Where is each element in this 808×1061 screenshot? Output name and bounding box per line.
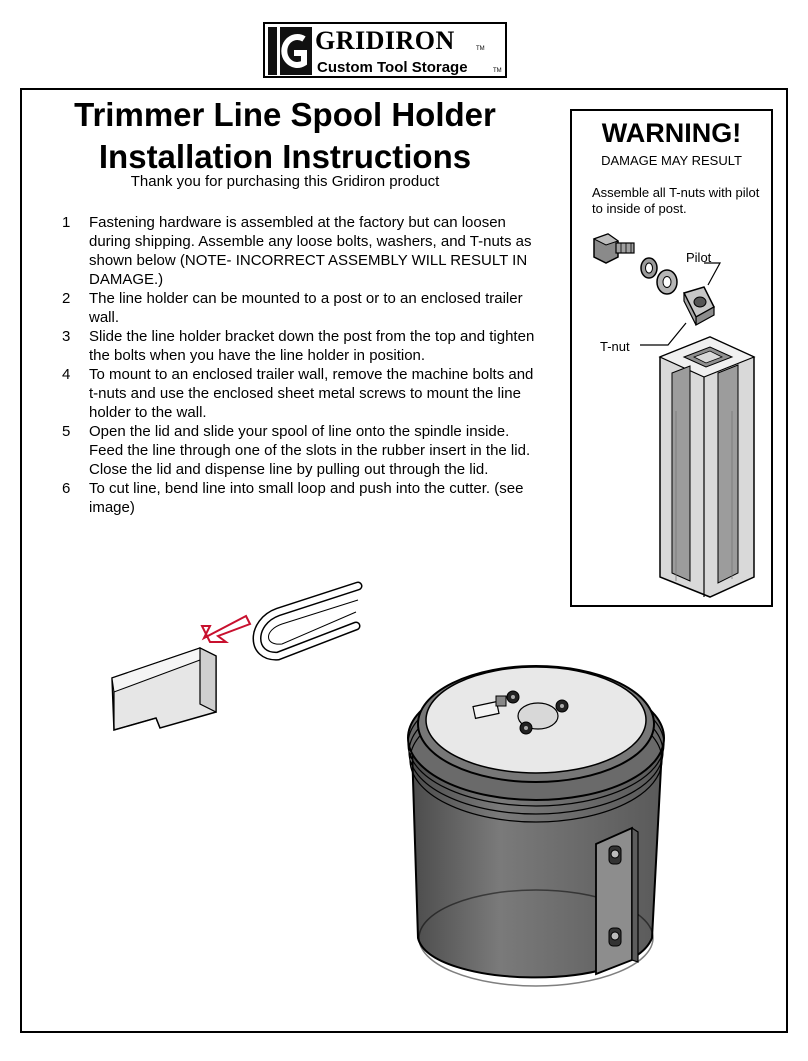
step-number: 5 bbox=[62, 423, 71, 440]
step-text: The line holder can be mounted to a post or to an enclosed trailer wall. bbox=[89, 290, 523, 326]
gridiron-g-mark-icon bbox=[268, 27, 312, 75]
warning-subtitle: DAMAGE MAY RESULT bbox=[601, 153, 742, 168]
flat-washer-icon bbox=[657, 270, 677, 294]
step-number: 6 bbox=[62, 480, 71, 497]
pilot-label: Pilot bbox=[686, 250, 712, 265]
page-title-line-1: Trimmer Line Spool Holder bbox=[74, 96, 496, 133]
step-number: 2 bbox=[62, 290, 71, 307]
step-number: 1 bbox=[62, 214, 71, 231]
warning-box bbox=[570, 109, 773, 607]
bolt-icon bbox=[594, 234, 634, 263]
logo-tagline: Custom Tool Storage bbox=[317, 59, 468, 76]
tnut-assembly-illustration bbox=[572, 111, 771, 605]
step-text: Slide the line holder bracket down the post from the top and tighten the bolts when you have the line holder in position. bbox=[89, 328, 535, 364]
arrow-icon bbox=[202, 616, 250, 642]
warning-text: Assemble all T-nuts with pilot to inside of post. bbox=[592, 185, 760, 216]
spool-holder-illustration bbox=[400, 638, 680, 1008]
instruction-step bbox=[62, 365, 536, 422]
lock-washer-icon bbox=[641, 258, 657, 278]
instruction-steps bbox=[62, 213, 536, 517]
instruction-step bbox=[62, 327, 536, 365]
logo-trademark: TM bbox=[476, 46, 485, 52]
thank-you-note: Thank you for purchasing this Gridiron product bbox=[130, 173, 440, 190]
instruction-step bbox=[62, 422, 536, 479]
instruction-step bbox=[62, 479, 536, 517]
instruction-step bbox=[62, 213, 536, 289]
line-cutter-icon bbox=[112, 648, 216, 730]
step-text: Fastening hardware is assembled at the factory but can loosen during shipping. Assemble any loose bolts, washers, and T-nuts as shown below (NOTE- INCORRECT ASSEMBLY WILL RESULT IN DAMAGE.) bbox=[89, 214, 532, 288]
tnut-icon bbox=[684, 287, 714, 325]
page-title-line-2: Installation Instructions bbox=[98, 138, 472, 175]
page-title bbox=[40, 94, 530, 178]
step-text: Open the lid and slide your spool of line onto the spindle inside. Feed the line through one of the slots in the rubber insert in the lid. Close the lid and dispense line by pulling out through the lid. bbox=[89, 423, 531, 478]
warning-title: WARNING! bbox=[601, 118, 742, 148]
step-text: To cut line, bend line into small loop and push into the cutter. (see image) bbox=[89, 480, 524, 516]
mounting-bracket-icon bbox=[596, 828, 638, 974]
tnut-label: T-nut bbox=[600, 339, 630, 354]
aluminum-post-icon bbox=[660, 337, 754, 597]
lid-icon bbox=[418, 666, 654, 782]
line-cutter-illustration bbox=[100, 580, 370, 740]
tnut-leader-line bbox=[640, 323, 686, 345]
step-number: 4 bbox=[62, 366, 71, 383]
trimmer-line-loop-icon bbox=[257, 586, 358, 656]
step-number: 3 bbox=[62, 328, 71, 345]
instruction-step bbox=[62, 289, 536, 327]
logo-brand-name: GRIDIRON bbox=[315, 26, 455, 55]
step-text: To mount to an enclosed trailer wall, remove the machine bolts and t-nuts and use the enclosed sheet metal screws to mount the line holder to the wall. bbox=[89, 366, 534, 421]
pilot-leader-line bbox=[704, 263, 720, 285]
logo-tagline-trademark: TM bbox=[493, 68, 502, 74]
gridiron-logo bbox=[263, 22, 507, 78]
